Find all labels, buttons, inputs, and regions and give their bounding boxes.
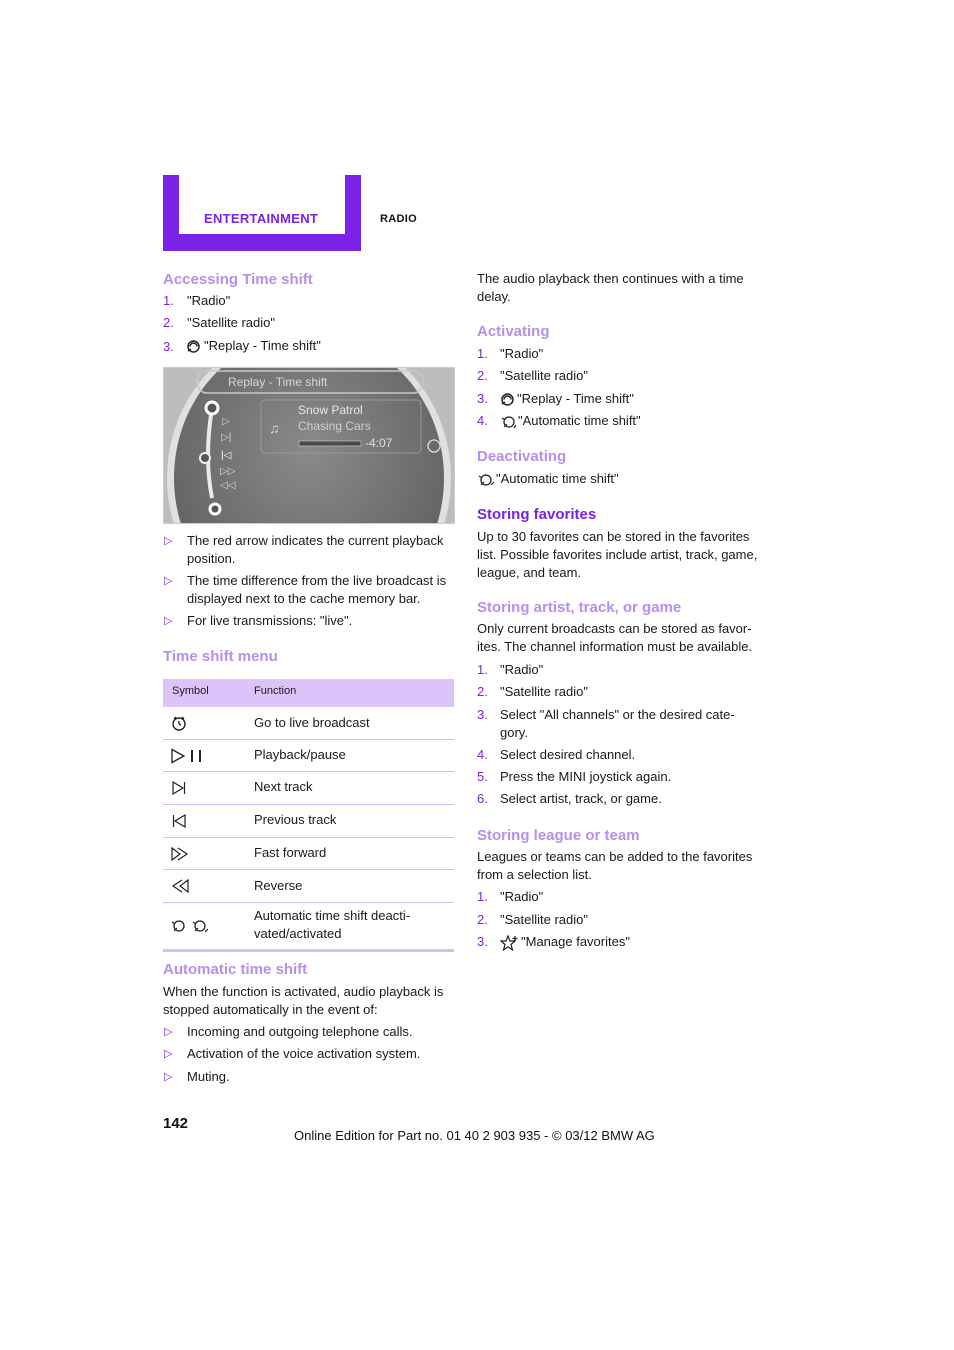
step-text: "Radio": [187, 293, 231, 308]
auto-time-shift-icon: [171, 903, 241, 949]
bullet-text: The red arrow indicates the current playback position.: [187, 533, 444, 566]
step-number: 5.: [477, 769, 488, 784]
favorites-text: Up to 30 favorites can be stored in the favorites list. Possible favorites include artist, track, game, league, and team.: [477, 529, 758, 580]
column-header-function: Function: [254, 685, 297, 697]
step-text: "Radio": [500, 346, 544, 361]
right-intro: The audio playback then continues with a time delay.: [477, 271, 744, 304]
bullet-text: Activation of the voice activation system.: [187, 1046, 421, 1061]
deactivating-heading: Deactivating: [477, 448, 567, 465]
column-header-symbol: Symbol: [172, 685, 209, 697]
screen-rev-icon: ◁◁: [220, 480, 236, 491]
play-pause-icon: [171, 740, 241, 771]
deactivating-text: "Automatic time shift": [496, 471, 619, 486]
table-row: [163, 707, 454, 740]
screen-artist: Snow Patrol: [298, 403, 363, 417]
league-heading: Storing league or team: [477, 827, 640, 844]
previous-track-icon: [171, 805, 241, 837]
step-number: 3.: [477, 934, 488, 949]
time-shift-menu-table: [163, 679, 454, 952]
accessing-heading: Accessing Time shift: [163, 271, 313, 288]
step-text: Press the MINI joystick again.: [500, 769, 672, 784]
bullet-arrow-icon: ▷: [164, 575, 173, 587]
step-text: "Satellite radio": [187, 315, 275, 330]
screen-title: Replay - Time shift: [228, 375, 328, 389]
step-number: 2.: [477, 368, 488, 383]
function-text: Automatic time shift deacti- vated/activated: [254, 908, 411, 941]
bullet-text: Muting.: [187, 1069, 230, 1084]
screen-time: -4:07: [365, 436, 393, 450]
step-text: Select artist, track, or game.: [500, 791, 662, 806]
step-number: 6.: [477, 791, 488, 806]
step-number: 4.: [477, 747, 488, 762]
page-number: 142: [163, 1115, 189, 1132]
auto-time-shift-icon: [500, 414, 517, 435]
step-number: 1.: [477, 662, 488, 677]
step-text: "Satellite radio": [500, 368, 588, 383]
step-text: "Manage favorites": [521, 934, 630, 949]
step-number: 2.: [163, 315, 174, 330]
table-row: [163, 870, 454, 903]
screen-track: Chasing Cars: [298, 419, 371, 433]
function-text: Playback/pause: [254, 747, 346, 762]
time-shift-screenshot: [163, 367, 455, 524]
league-intro: Leagues or teams can be added to the favorites from a selection list.: [477, 849, 753, 882]
screen-prev-icon: |◁: [221, 450, 232, 461]
step-text: "Radio": [500, 662, 544, 677]
auto-intro: When the function is activated, audio playback is stopped automatically in the event of:: [163, 984, 444, 1017]
step-text: "Radio": [500, 889, 544, 904]
function-text: Go to live broadcast: [254, 715, 370, 730]
replay-icon: [186, 339, 201, 359]
step-text: "Satellite radio": [500, 912, 588, 927]
menu-heading: Time shift menu: [163, 648, 278, 665]
reverse-icon: [171, 870, 241, 902]
screen-ff-icon: ▷▷: [220, 466, 236, 477]
step-number: 3.: [477, 391, 488, 406]
function-text: Previous track: [254, 812, 337, 827]
step-text: "Replay - Time shift": [204, 338, 321, 353]
step-number: 1.: [477, 346, 488, 361]
table-row: [163, 805, 454, 838]
bullet-arrow-icon: ▷: [164, 535, 173, 547]
function-text: Next track: [254, 779, 313, 794]
step-text: Select desired channel.: [500, 747, 636, 762]
replay-icon: [500, 392, 515, 412]
auto-heading: Automatic time shift: [163, 961, 308, 978]
footer-edition: Online Edition for Part no. 01 40 2 903 935 - © 03/12 BMW AG: [294, 1128, 655, 1143]
bullet-arrow-icon: ▷: [164, 1048, 173, 1060]
step-number: 2.: [477, 912, 488, 927]
bullet-arrow-icon: ▷: [164, 615, 173, 627]
section-title: ENTERTAINMENT: [204, 211, 319, 226]
screen-music-icon: ♫: [269, 420, 280, 436]
favorites-heading: Storing favorites: [477, 506, 597, 523]
bullet-text: The time difference from the live broadcast is displayed next to the cache memory bar.: [187, 573, 447, 606]
screen-play-icon: ▷: [222, 416, 230, 427]
fast-forward-icon: [171, 838, 241, 869]
step-number: 3.: [477, 707, 488, 722]
table-row: [163, 740, 454, 772]
table-row: [163, 772, 454, 805]
step-text: Select "All channels" or the desired cate- gory.: [500, 707, 735, 740]
breadcrumb: RADIO: [380, 213, 417, 225]
step-number: 2.: [477, 684, 488, 699]
step-number: 1.: [477, 889, 488, 904]
manage-favorites-icon: [500, 935, 519, 956]
step-number: 3.: [163, 339, 174, 354]
table-row: [163, 838, 454, 870]
artist-intro: Only current broadcasts can be stored as favor-ites. The channel information must be available.: [477, 621, 753, 654]
function-text: Reverse: [254, 878, 303, 893]
step-number: 1.: [163, 293, 174, 308]
function-text: Fast forward: [254, 845, 327, 860]
step-text: "Replay - Time shift": [517, 391, 634, 406]
step-text: "Satellite radio": [500, 684, 588, 699]
bullet-arrow-icon: ▷: [164, 1071, 173, 1083]
auto-time-shift-off-icon: [477, 472, 495, 493]
table-header: [163, 679, 454, 707]
screen-next-icon: ▷|: [221, 432, 232, 443]
activating-heading: Activating: [477, 323, 550, 340]
step-number: 4.: [477, 413, 488, 428]
next-track-icon: [171, 772, 241, 804]
table-row: [163, 903, 454, 949]
bullet-text: Incoming and outgoing telephone calls.: [187, 1024, 413, 1039]
step-text: "Automatic time shift": [518, 413, 641, 428]
bullet-arrow-icon: ▷: [164, 1026, 173, 1038]
artist-heading: Storing artist, track, or game: [477, 599, 682, 616]
bullet-text: For live transmissions: "live".: [187, 613, 353, 628]
live-broadcast-icon: [171, 707, 241, 739]
table-end-rule: [163, 949, 454, 952]
